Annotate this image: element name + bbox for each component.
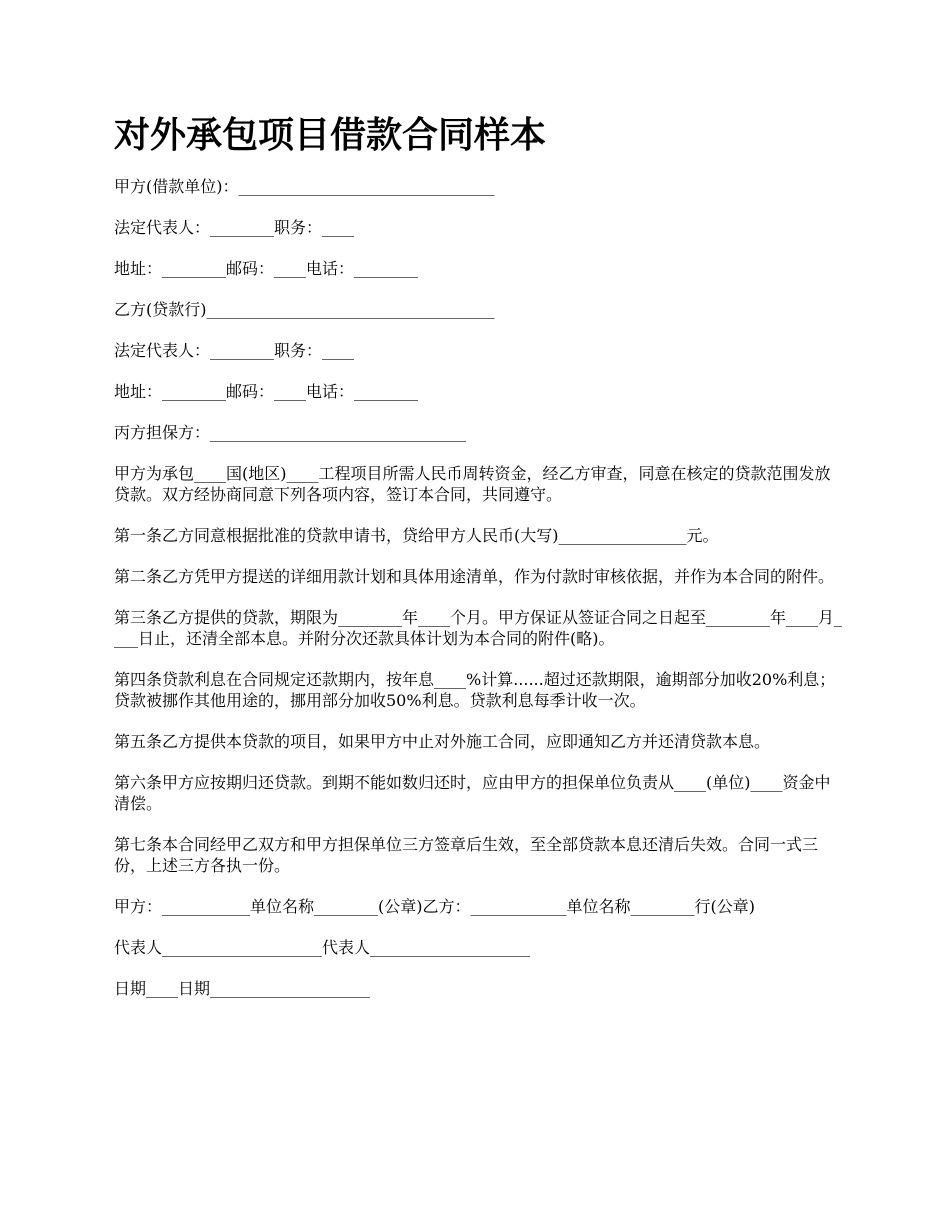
document-title: 对外承包项目借款合同样本: [114, 115, 547, 156]
signature-parties: 甲方：___________单位名称________(公章)乙方：____________单位名称________行(公章): [114, 897, 755, 916]
article-6: 第六条甲方应按期归还贷款。到期不能如数归还时，应由甲方的担保单位负责从____(单位)____资金中清偿。: [114, 773, 831, 813]
preamble-paragraph: 甲方为承包____国(地区)____工程项目所需人民币周转资金，经乙方审查，同意在核定的贷款范围发放贷款。双方经协商同意下列各项内容，签订本合同，共同遵守。: [114, 464, 831, 504]
party-b-lender: 乙方(贷款行)____________________________________: [114, 300, 495, 319]
party-c-guarantor: 丙方担保方：________________________________: [114, 423, 467, 442]
article-4: 第四条贷款利息在合同规定还款期内，按年息____%计算......超过还款期限，逾期部分加收20%利息；贷款被挪作其他用途的，挪用部分加收50%利息。贷款利息每季计收一次。: [114, 670, 836, 710]
party-a-representative: 法定代表人：________职务：____: [114, 218, 355, 237]
signature-representatives: 代表人____________________代表人____________________: [114, 938, 531, 957]
party-a-borrower: 甲方(借款单位)：________________________________: [114, 177, 495, 196]
party-b-representative: 法定代表人：________职务：____: [114, 341, 355, 360]
article-2: 第二条乙方凭甲方提送的详细用款计划和具体用途清单，作为付款时审核依据，并作为本合同的附件。: [114, 567, 835, 586]
article-5: 第五条乙方提供本贷款的项目，如果甲方中止对外施工合同，应即通知乙方并还清贷款本息。: [114, 732, 771, 751]
party-a-address: 地址：________邮码：____电话：________: [114, 259, 419, 278]
article-3: 第三条乙方提供的贷款，期限为________年____个月。甲方保证从签证合同之日起至________年____月____日止，还清全部本息。并附分次还款具体计划为本合同的附件(略)。: [114, 608, 843, 648]
article-1: 第一条乙方同意根据批准的贷款申请书，贷给甲方人民币(大写)________________元。: [114, 526, 719, 545]
party-b-address: 地址：________邮码：____电话：________: [114, 382, 419, 401]
article-7: 第七条本合同经甲乙双方和甲方担保单位三方签章后生效，至全部贷款本息还清后失效。合同一式三份，上述三方各执一份。: [114, 835, 819, 875]
document-page: [114, 112, 842, 1019]
signature-dates: 日期____日期____________________: [114, 979, 371, 998]
